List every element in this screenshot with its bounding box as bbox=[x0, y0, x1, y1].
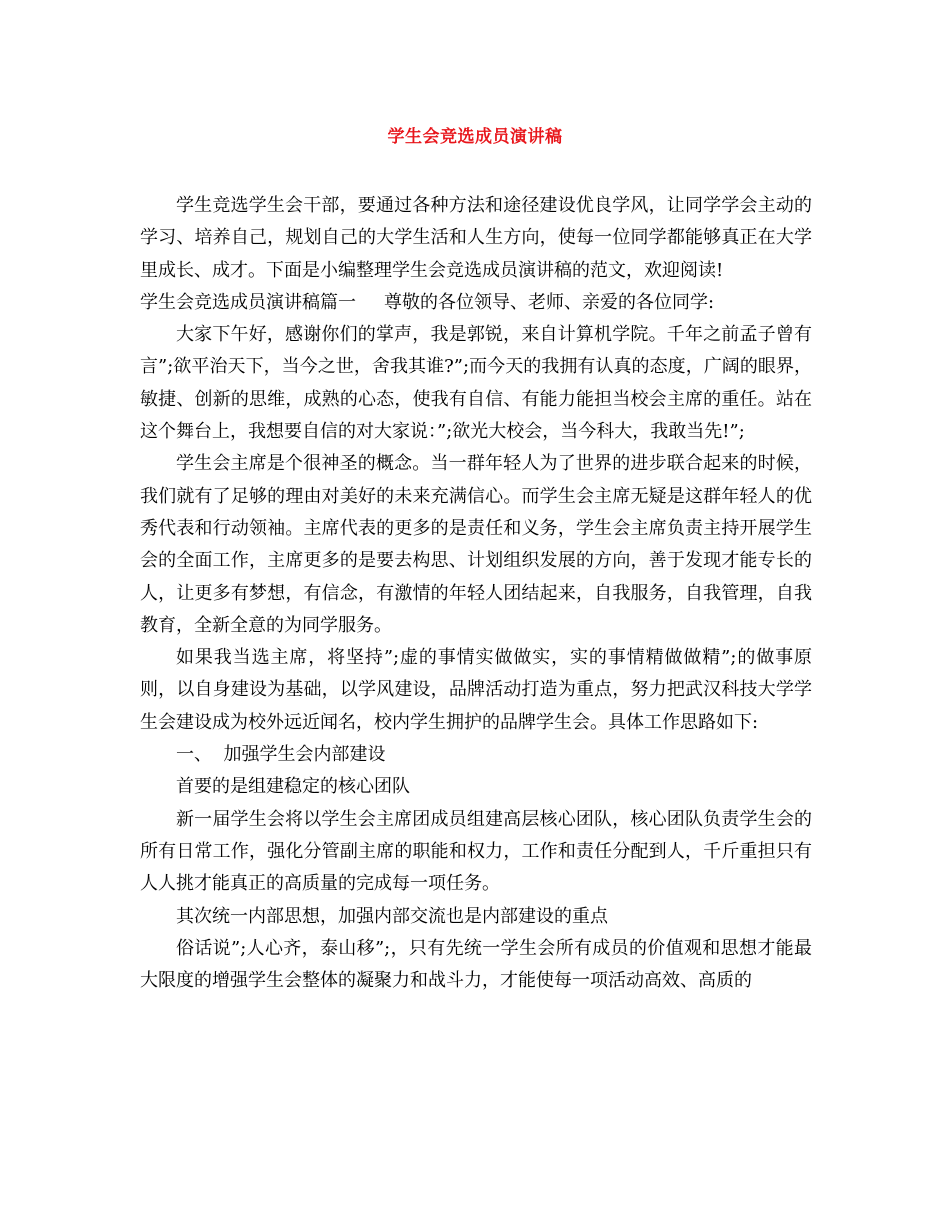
greeting: 尊敬的各位领导、老师、亲爱的各位同学: bbox=[384, 291, 715, 313]
document-title: 学生会竞选成员演讲稿 bbox=[387, 127, 563, 147]
subheading-3: 其次统一内部思想，加强内部交流也是内部建设的重点 bbox=[176, 905, 608, 927]
paragraph-4: 新一届学生会将以学生会主席团成员组建高层核心团队，核心团队负责学生会的所有日常工作，强化分管副主席的职能和权力，工作和责任分配到人，千斤重担只有人人挑才能真正的高质量的完成每一项任务。 bbox=[140, 808, 812, 895]
section-heading: 学生会竞选成员演讲稿篇一 bbox=[140, 291, 356, 313]
intro-paragraph: 学生竞选学生会干部，要通过各种方法和途径建设优良学风，让同学学会主动的学习、培养自己，规划自己的大学生活和人生方向，使每一位同学都能够真正在大学里成长、成才。下面是小编整理学生会竞选成员演讲稿的范文，欢迎阅读! bbox=[140, 195, 812, 281]
paragraph-2: 学生会主席是个很神圣的概念。当一群年轻人为了世界的进步联合起来的时候，我们就有了足够的理由对美好的未来充满信心。而学生会主席无疑是这群年轻人的优秀代表和行动领袖。主席代表的更多的是责任和义务，学生会主席负责主持开展学生会的全面工作，主席更多的是要去构思、计划组织发展的方向，善于发现才能专长的人，让更多有梦想，有信念，有激情的年轻人团结起来，自我服务，自我管理，自我教育，全新全意的为同学服务。 bbox=[140, 453, 812, 636]
section-header-line bbox=[140, 287, 812, 319]
paragraph-5: 俗话说”;人心齐，泰山移”;，只有先统一学生会所有成员的价值观和思想才能最大限度的增强学生会整体的凝聚力和战斗力，才能使每一项活动高效、高质的 bbox=[140, 937, 812, 992]
subheading-2: 首要的是组建稳定的核心团队 bbox=[176, 776, 410, 798]
document-body bbox=[140, 190, 812, 997]
paragraph-1: 大家下午好，感谢你们的掌声，我是郭锐，来自计算机学院。千年之前孟子曾有言”;欲平治天下，当今之世，舍我其谁?”;而今天的我拥有认真的态度，广阔的眼界，敏捷、创新的思维，成熟的心态，使我有自信、有能力能担当校会主席的重任。站在这个舞台上，我想要自信的对大家说：”;欲光大校会，当今科大，我敢当先!”; bbox=[140, 324, 812, 443]
paragraph-3: 如果我当选主席，将坚持”;虚的事情实做做实，实的事情精做做精”;的做事原则，以自身建设为基础，以学风建设，品牌活动打造为重点，努力把武汉科技大学学生会建设成为校外远近闻名，校内学生拥护的品牌学生会。具体工作思路如下: bbox=[140, 647, 812, 733]
subheading-1: 一、 加强学生会内部建设 bbox=[176, 744, 386, 766]
